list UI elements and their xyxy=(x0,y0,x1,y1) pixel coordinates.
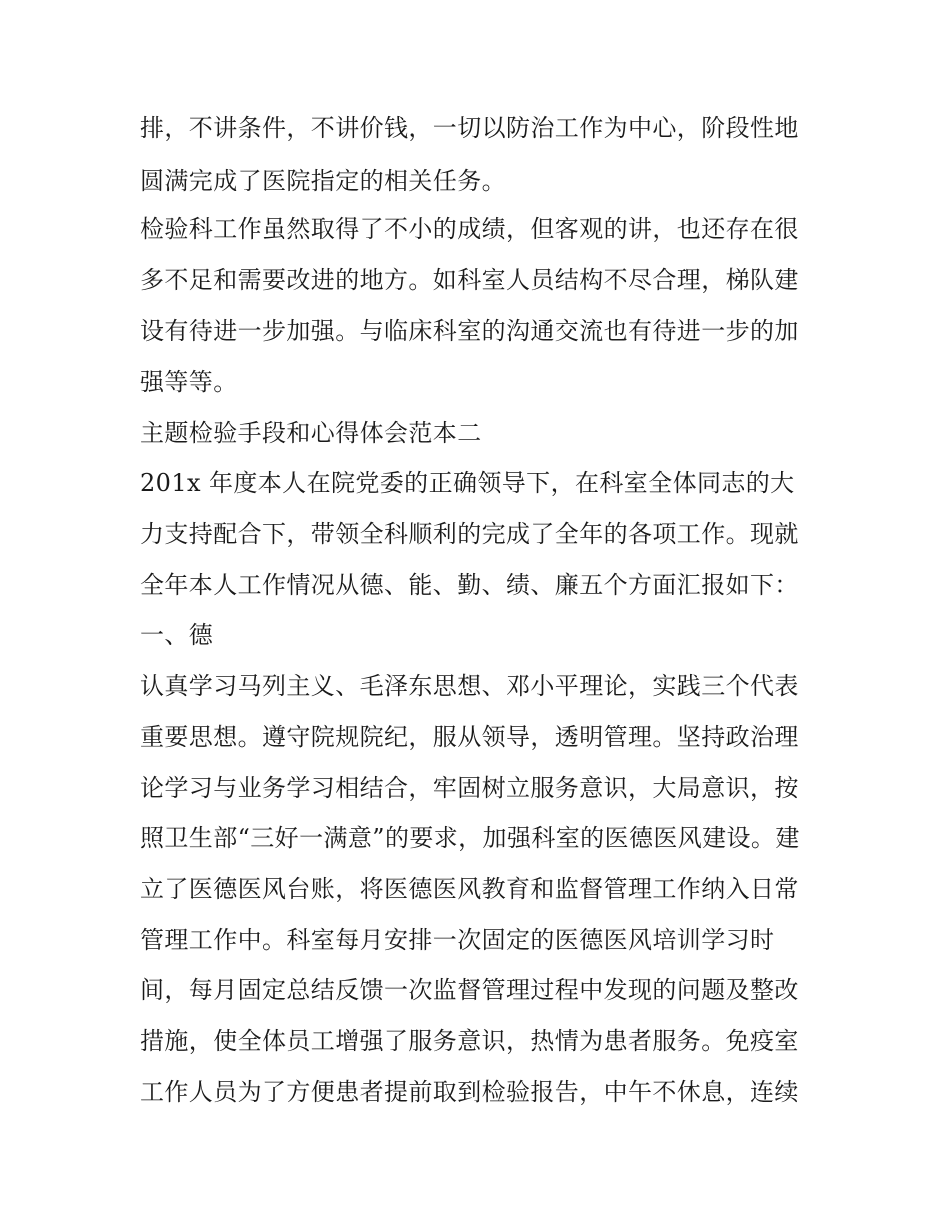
section-heading: 主题检验手段和心得体会范本二 xyxy=(140,419,482,447)
text-line: 多不足和需要改进的地方。如科室人员结构不尽合理，梯队建 xyxy=(140,266,799,294)
text-line: 管理工作中。科室每月安排一次固定的医德医风培训学习时 xyxy=(140,926,775,954)
text-line: 全年本人工作情况从德、能、勤、绩、廉五个方面汇报如下： xyxy=(140,571,799,599)
text-line: 照卫生部“三好一满意”的要求，加强科室的医德医风建设。建 xyxy=(140,824,800,852)
text-line: 措施，使全体员工增强了服务意识，热情为患者服务。免疫室 xyxy=(140,1027,799,1055)
text-line: 圆满完成了医院指定的相关任务。 xyxy=(140,167,506,195)
text-line: 认真学习马列主义、毛泽东思想、邓小平理论，实践三个代表 xyxy=(140,672,799,700)
text-line: 间，每月固定总结反馈一次监督管理过程中发现的问题及整改 xyxy=(140,976,799,1004)
text-line: 工作人员为了方便患者提前取到检验报告，中午不休息，连续 xyxy=(140,1078,799,1106)
text-line: 排，不讲条件，不讲价钱，一切以防治工作为中心，阶段性地 xyxy=(140,114,799,142)
text-line: 201x 年度本人在院党委的正确领导下，在科室全体同志的大 xyxy=(140,469,795,497)
text-line: 力支持配合下，带领全科顺利的完成了全年的各项工作。现就 xyxy=(140,520,799,548)
subsection-heading: 一、德 xyxy=(140,621,214,649)
text-line: 重要思想。遵守院规院纪，服从领导，透明管理。坚持政治理 xyxy=(140,723,799,751)
text-line: 立了医德医风台账，将医德医风教育和监督管理工作纳入日常 xyxy=(140,875,799,903)
text-line: 检验科工作虽然取得了不小的成绩，但客观的讲，也还存在很 xyxy=(140,215,799,243)
text-line: 论学习与业务学习相结合，牢固树立服务意识，大局意识，按 xyxy=(140,774,799,802)
text-line: 强等等。 xyxy=(140,368,238,396)
text-line: 设有待进一步加强。与临床科室的沟通交流也有待进一步的加 xyxy=(140,317,799,345)
